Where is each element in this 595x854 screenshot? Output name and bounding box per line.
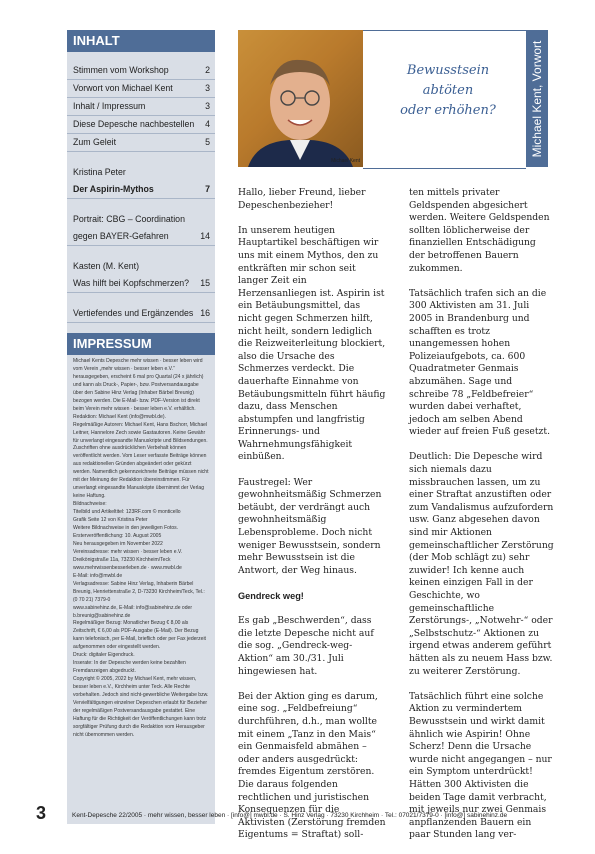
- headline-banner: [363, 30, 526, 169]
- paragraph: Deutlich: Die Depesche wird sich niemals dazu missbrauchen lassen, um zu einer Straftat anzustiften oder zum Vandalismus aufzufordern usw. Ganz abgesehen davon sind mir Aktionen gemeinschaftlicher Zerstörung (der Mob schlägt zu) sehr zuwider! Ich kenne auch keinen einzigen Fall in der Geschichte, wo gemeinschaftliche Zerstörungs-, „Notwehr-“ oder „Selbstschutz-“ Aktionen zu irgend etwas anderem geführt hätten als zu neuem Hass bzw. zu weiterer Zerstörung.: [409, 451, 554, 677]
- page-footer: [36, 803, 556, 823]
- toc-item[interactable]: Vorwort von Michael Kent 3: [67, 80, 215, 98]
- impressum-text: Michael Kents Depesche mehr wissen · besser leben wird vom Verein „mehr wissen · besser leben e.V.“ herausgegeben, erscheint 6 mal pro Quartal (24 x jährlich) und kann als Druck-, Papier-, bzw. Postversandausgabe über den Sabine Hinz Verlag (Inhaber Bärbel Breunig) bezogen werden. Die E-Mail- bzw. PDF-Version ist direkt beim Verein mehr wissen · besser leben e.V. erhältlich. Redaktion: Michael Kent (info@mwbl.de). Regelmäßige Autoren: Michael Kent, Hans Bschorr, Michael Leitner, Hannelore Zech sowie Gastautoren. Keine Gewähr für unverlangt eingesandte Manuskripte und Bildsendungen. Zuschriften ohne ausdrücklichen Verbehalt können veröffentlicht werden. Vom Leser verfasste Beiträge können aus redaktionellen Gründen abgeändert oder gekürzt werden. Namentlich gekennzeichnete Beiträge müssen nicht mit der Meinung der Redaktion übereinstimmen. Für unverlangt eingesandte Manuskripte übernimmt der Verlag keine Haftung. Bildnachweise: Titelbild und Artikeltitel: 123RF.com © monticello Grafik Seite 12 von Kristina Peter Weitere Bildnachweise in den jeweiligen Fotos. Ersterveröffentlichung: 10. August 2005 Neu herausgegeben im November 2022 Vereinsadresse: mehr wissen · besser leben e.V. Dreikönigstraße 11a, 73230 Kirchheim/Teck www.mehrwissenbesserleben.de · www.mwbl.de E-Mail: info@mwbl.de Verlagsadresse: Sabine Hinz Verlag, Inhaberin Bärbel Breunig, Henriettenstraße 2, D-73230 Kirchheim/Teck, Tel.: (0 70 21) 7379-0 www.sabinehinz.de, E-Mail: info@sabinehinz.de oder b.breunig@sabinehinz.de Regelmäßiger Bezug: Monatlicher Bezug € 8,00 als Zeitschrift, € 6,00 als PDF-Ausgabe (E-Mail). Der Bezug kann telefonisch, per E-Mail, brieflich oder per Fax jederzeit aufgenommen oder eingestellt werden. Druck: digitaler Eigendruck. Inserate: In der Depesche werden keine bezahlten Fremdanzeigen abgedruckt. Copyright © 2005, 2022 by Michael Kent, mehr wissen, besser leben e.V., Kirchheim unter Teck. Alle Rechte vorbehalten. Jedoch sind nicht-gewerbliche Weitergabe bzw. Vervielfältigungen einzelner Depeschen erlaubt für Bezieher der regelmäßigen Postversandausgabe gestattet. Eine Haftung für die Richtigkeit der Veröffentlichungen kann trotz sorgfältiger Prüfung durch die Redaktion vom Herausgeber nicht übernommen werden.: [73, 358, 209, 738]
- toc-item[interactable]: gegen BAYER-Gefahren 14: [67, 228, 215, 246]
- page-number: 3: [36, 803, 47, 823]
- vertical-title: Michael Kent, Vorwort: [530, 40, 544, 157]
- photo-credit: Michael Kent: [331, 158, 360, 164]
- toc-item[interactable]: Der Aspirin-Mythos 7: [67, 181, 215, 199]
- inhalt-heading: INHALT: [67, 30, 215, 52]
- footer-text: Kent-Depesche 22/2005 · mehr wissen, besser leben · [info@] mwbl.de · S. Hinz Verlag · 73230 Kirchheim · Tel.: 07021/7379-0 · [info@] sabinehinz.de: [72, 812, 508, 819]
- paragraph: Hallo, lieber Freund, lieber Depeschenbezieher!: [238, 187, 366, 211]
- paragraph: Es gab „Beschwerden“, dass die letzte Depesche nicht auf die sog. „Gendreck-weg-Aktion“ am 30./31. Juli hingewiesen hat.: [238, 615, 374, 677]
- toc-list: [67, 62, 215, 152]
- toc-item[interactable]: Stimmen vom Workshop 2: [67, 62, 215, 80]
- headline-text: Bewusstsein abtöten oder erhöhen?: [400, 63, 496, 118]
- article-column-2: [409, 187, 554, 854]
- toc-list: [67, 305, 215, 323]
- toc-item[interactable]: Zum Geleit 5: [67, 134, 215, 152]
- toc-item[interactable]: Vertiefendes und Ergänzendes 16: [67, 305, 215, 323]
- toc-list: [67, 211, 215, 246]
- toc-list: [67, 164, 215, 199]
- author-photo: [238, 30, 363, 167]
- toc-item[interactable]: Was hilft bei Kopfschmerzen? 15: [67, 275, 215, 293]
- toc-item[interactable]: Kristina Peter: [73, 167, 126, 177]
- sidebar: [67, 30, 215, 824]
- paragraph: Tatsächlich trafen sich an die 300 Aktivisten am 31. Juli 2005 in Brandenburg und schafften es trotz unangemessen hohen Polizeiaufgebots, ca. 600 Quadratmeter Genmais abzumähen. Sage und schreibe 78 „Feldbefreier“ wurden dabei verhaftet, jedoch am selben Abend wieder auf freien Fuß gesetzt.: [409, 287, 550, 438]
- portrait-illustration: [238, 30, 363, 167]
- toc-list: [67, 258, 215, 293]
- paragraph: In unserem heutigen Hauptartikel beschäftigen wir uns mit einem Mythos, den zu entkräften mir schon seit langer Zeit ein Herzensanliegen ist. Aspirin ist ein Betäubungsmittel, das nicht gegen Schmerzen hilft, nicht heilt, sondern lediglich die Reizweiterleitung blockiert, also die Ursache des Schmerzes verdeckt. Die dauerhafte Einnahme von Betäubungsmitteln führt häufig dazu, dass Menschen abstumpfen und langfristig Erinnerungs- und Wahrnehmungsfähigkeit einbüßen.: [238, 224, 386, 463]
- article-column-1: [238, 187, 386, 854]
- toc-item[interactable]: Portrait: CBG – Coordination: [73, 214, 185, 224]
- impressum-heading: IMPRESSUM: [67, 333, 215, 355]
- vertical-title-bar: [526, 30, 548, 167]
- paragraph: Bei der Aktion ging es darum, eine sog. „Feldbefreiung“ durchführen, d.h., man wollte mit einem „Tanz in den Mais“ ein Genmaisfeld abmähen – oder anders ausgedrückt: fremdes Eigentum zerstören. Die daraus folgenden rechtlichen und juristischen Konsequenzen für die Aktivisten (Zerstörung fremden Eigentums = Straftat) soll-: [238, 690, 386, 841]
- paragraph: ten mittels privater Geldspenden abgesichert werden. Weitere Geldspenden sollten löblicherweise der finanziellen Entschädigung der betroffenen Bauern zukommen.: [409, 187, 550, 274]
- paragraph: Faustregel: Wer gewohnheitsmäßig Schmerzen betäubt, der verdrängt auch gewohnheitsmäßig Lebensprobleme. Doch nicht weniger Bewusstsein, sondern mehr Bewusstsein ist die Antwort, der Weg hinaus.: [238, 476, 382, 576]
- section-heading: Gendreck weg!: [238, 591, 304, 601]
- toc-item[interactable]: Diese Depesche nachbestellen 4: [67, 116, 215, 134]
- toc-item[interactable]: Inhalt / Impressum 3: [67, 98, 215, 116]
- paragraph: Tatsächlich führt eine solche Aktion zu vermindertem Bewusstsein und wirkt damit ähnlich wie Aspirin! Ohne Scherz! Denn die Ursache wurde nicht angegangen – nur ein Symptom unterdrückt! Hätten 300 Aktivisten die beiden Tage damit verbracht, mit jeweils nur zwei Genmais anpflanzenden Bauern ein paar Stunden lang ver-: [409, 690, 552, 841]
- toc-item[interactable]: Kasten (M. Kent): [73, 261, 140, 271]
